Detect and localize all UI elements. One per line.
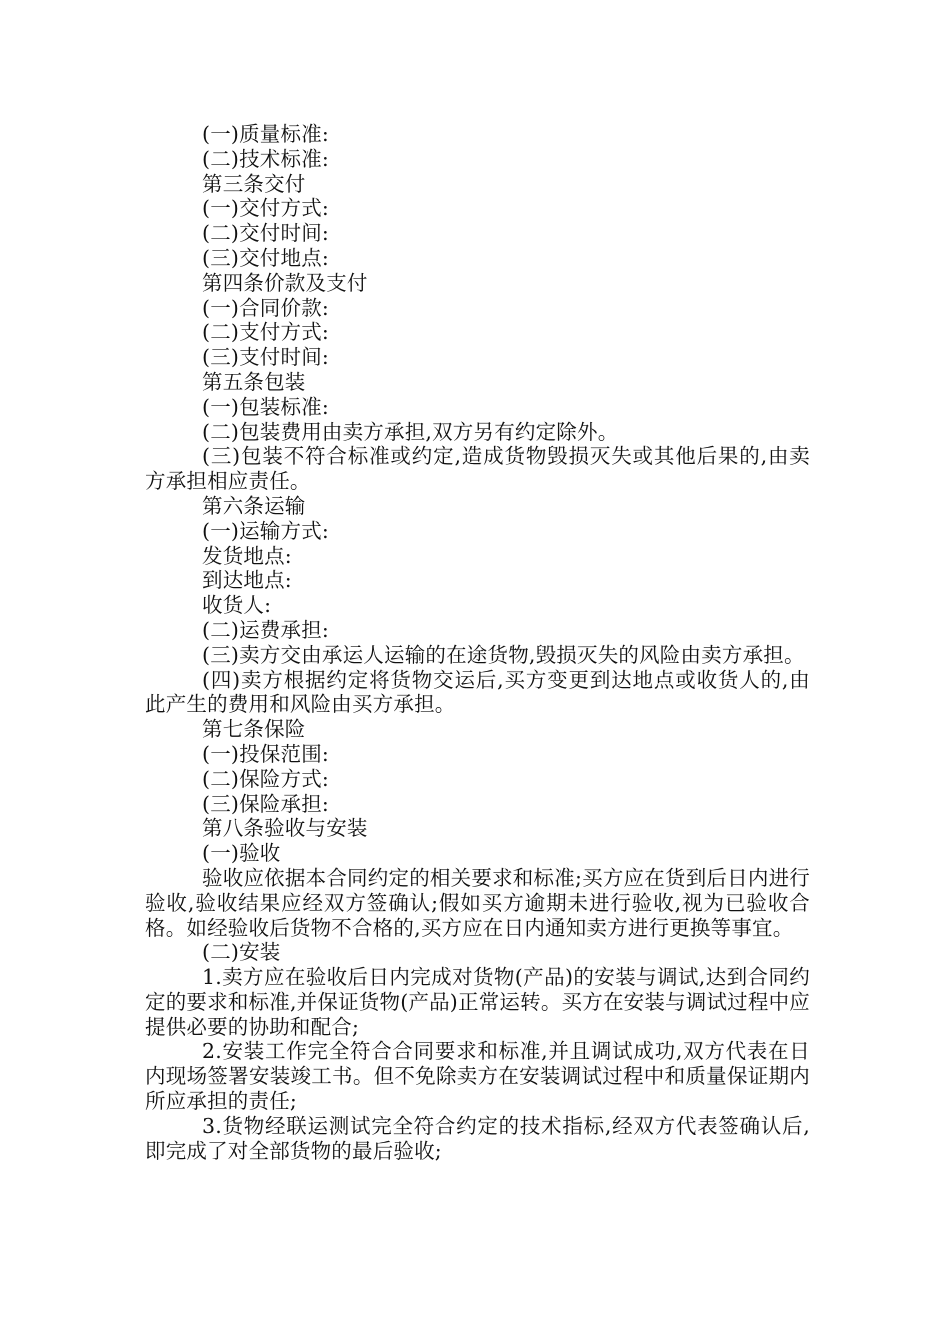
packaging-liability: (三)包装不符合标准或约定,造成货物毁损灭失或其他后果的,由卖方承担相应责任。 <box>145 444 810 494</box>
shipping-location: 发货地点: <box>202 543 292 568</box>
delivery-method: (一)交付方式: <box>202 196 330 221</box>
packaging-standard: (一)包装标准: <box>202 394 330 419</box>
installation-heading: (二)安装 <box>202 940 281 965</box>
article-5-heading: 第五条包装 <box>202 369 306 394</box>
destination-change: (四)卖方根据约定将货物交运后,买方变更到达地点或收货人的,由此产生的费用和风险由买方承担。 <box>145 667 810 717</box>
transport-method: (一)运输方式: <box>202 518 330 543</box>
installation-clause-3: 3.货物经联运测试完全符合约定的技术指标,经双方代表签确认后,即完成了对全部货物的最后验收; <box>145 1113 810 1163</box>
payment-time: (三)支付时间: <box>202 345 330 370</box>
arrival-location: 到达地点: <box>202 568 292 593</box>
packaging-cost: (二)包装费用由卖方承担,双方另有约定除外。 <box>202 419 619 444</box>
article-3-heading: 第三条交付 <box>202 171 306 196</box>
inspection-heading: (一)验收 <box>202 841 281 866</box>
document-body <box>145 122 810 1163</box>
article-4-heading: 第四条价款及支付 <box>202 270 368 295</box>
consignee: 收货人: <box>202 593 272 618</box>
article-7-heading: 第七条保险 <box>202 717 306 742</box>
article-8-heading: 第八条验收与安装 <box>202 816 368 841</box>
technical-standard: (二)技术标准: <box>202 146 330 171</box>
installation-clause-2: 2.安装工作完全符合合同要求和标准,并且调试成功,双方代表在日内现场签署安装竣工书。但不免除卖方在安装调试过程中和质量保证期内所应承担的责任; <box>145 1039 810 1114</box>
insurance-method: (二)保险方式: <box>202 766 330 791</box>
contract-price: (一)合同价款: <box>202 295 330 320</box>
inspection-clause: 验收应依据本合同约定的相关要求和标准;买方应在货到后日内进行验收,验收结果应经双方签确认;假如买方逾期未进行验收,视为已验收合格。如经验收后货物不合格的,买方应在日内通知卖方进行更换等事宜。 <box>145 865 810 940</box>
delivery-location: (三)交付地点: <box>202 245 330 270</box>
delivery-time: (二)交付时间: <box>202 221 330 246</box>
payment-method: (二)支付方式: <box>202 320 330 345</box>
installation-clause-1: 1.卖方应在验收后日内完成对货物(产品)的安装与调试,达到合同约定的要求和标准,并保证货物(产品)正常运转。买方在安装与调试过程中应提供必要的协助和配合; <box>145 965 810 1039</box>
insurance-bearer: (三)保险承担: <box>202 791 330 816</box>
freight-cost: (二)运费承担: <box>202 617 330 642</box>
quality-standard: (一)质量标准: <box>202 122 330 146</box>
transit-risk: (三)卖方交由承运人运输的在途货物,毁损灭失的风险由卖方承担。 <box>202 642 805 667</box>
article-6-heading: 第六条运输 <box>202 493 306 518</box>
insurance-scope: (一)投保范围: <box>202 741 330 766</box>
